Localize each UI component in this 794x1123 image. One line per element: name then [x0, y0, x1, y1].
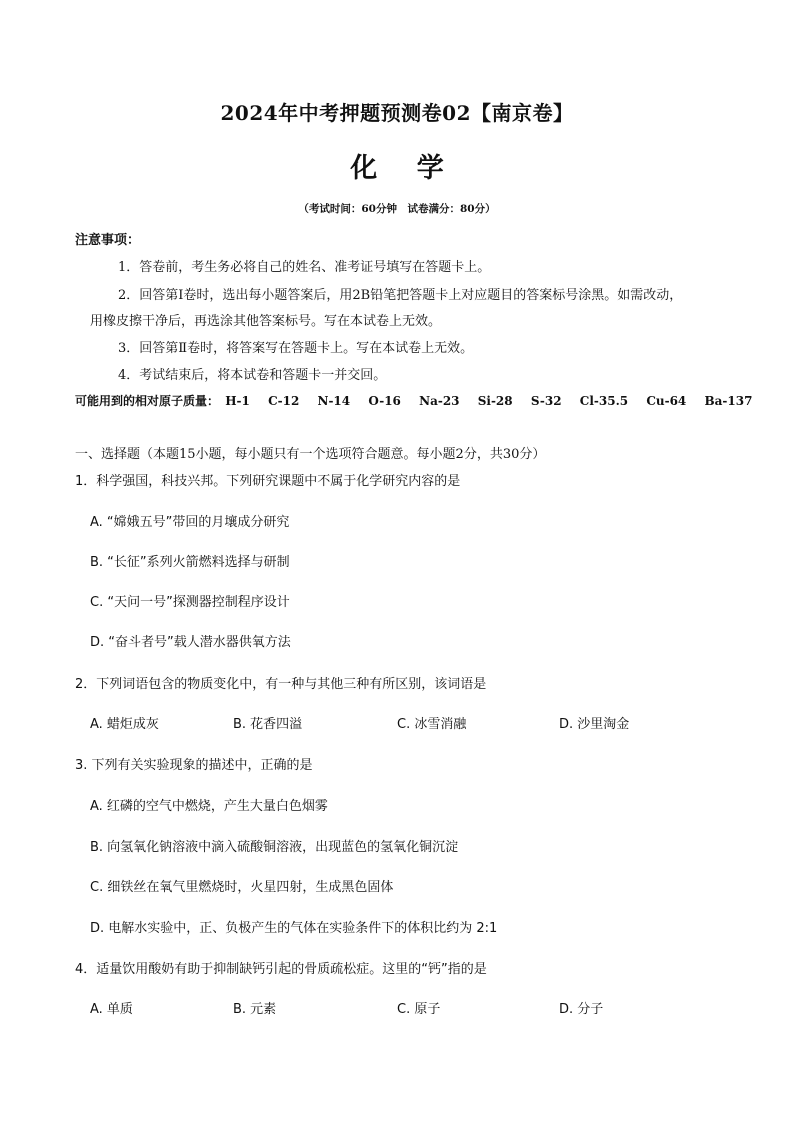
question-4-option-c: C. 原子	[397, 1002, 441, 1017]
exam-title: 2024年中考押题预测卷02【南京卷】	[220, 101, 574, 125]
atomic-mass-cl: Cl-35.5	[579, 394, 629, 408]
atomic-mass-ba: Ba-137	[704, 394, 753, 408]
atomic-mass-line	[75, 392, 766, 409]
question-3-option-b: B. 向氢氧化钠溶液中滴入硫酸铜溶液，出现蓝色的氢氧化铜沉淀	[90, 840, 459, 855]
question-1-stem: 1．科学强国，科技兴邦。下列研究课题中不属于化学研究内容的是	[75, 474, 461, 489]
question-3-stem: 3. 下列有关实验现象的描述中，正确的是	[75, 758, 313, 773]
notice-item-2-cont: 用橡皮擦干净后，再选涂其他答案标号。写在本试卷上无效。	[90, 314, 442, 329]
question-2-option-a: A. 蜡炬成灰	[90, 717, 159, 732]
question-4-option-a: A. 单质	[90, 1002, 133, 1017]
subject-title: 化 学	[350, 153, 444, 184]
atomic-mass-c: C-12	[268, 394, 300, 408]
section-1-heading: 一、选择题（本题15小题，每小题只有一个选项符合题意。每小题2分，共30分）	[75, 447, 546, 462]
atomic-mass-h: H-1	[225, 394, 250, 408]
notice-heading: 注意事项：	[75, 233, 141, 248]
atomic-mass-s: S-32	[530, 394, 562, 408]
notice-item-3: 3．回答第Ⅱ卷时，将答案写在答题卡上。写在本试卷上无效。	[118, 341, 474, 356]
question-2-stem: 2．下列词语包含的物质变化中，有一种与其他三种有所区别，该词语是	[75, 677, 487, 692]
question-2-option-d: D. 沙里淘金	[559, 717, 630, 732]
atomic-mass-o: O-16	[368, 394, 401, 408]
question-1-option-a: A. “嫦娥五号”带回的月壤成分研究	[90, 515, 290, 530]
notice-item-1: 1．答卷前，考生务必将自己的姓名、准考证号填写在答题卡上。	[118, 260, 491, 275]
notice-item-2: 2．回答第Ⅰ卷时，选出每小题答案后，用2B铅笔把答题卡上对应题目的答案标号涂黑。如需改动，	[118, 288, 683, 303]
question-4-option-d: D. 分子	[559, 1002, 604, 1017]
exam-meta: （考试时间：60分钟 试卷满分：80分）	[298, 203, 496, 215]
question-2-option-c: C. 冰雪消融	[397, 717, 467, 732]
question-2-option-b: B. 花香四溢	[233, 717, 303, 732]
atomic-mass-cu: Cu-64	[646, 394, 687, 408]
question-4-option-b: B. 元素	[233, 1002, 277, 1017]
question-1-option-b: B. “长征”系列火箭燃料选择与研制	[90, 555, 290, 570]
question-3-option-a: A. 红磷的空气中燃烧，产生大量白色烟雾	[90, 799, 328, 814]
question-1-option-c: C. “天问一号”探测器控制程序设计	[90, 595, 290, 610]
notice-item-4: 4．考试结束后，将本试卷和答题卡一并交回。	[118, 368, 387, 383]
atomic-mass-label: 可能用到的相对原子质量：	[75, 394, 220, 408]
question-3-option-d: D. 电解水实验中，正、负极产生的气体在实验条件下的体积比约为 2:1	[90, 921, 498, 936]
question-1-option-d: D. “奋斗者号”载人潜水器供氧方法	[90, 635, 291, 650]
atomic-mass-na: Na-23	[419, 394, 460, 408]
atomic-mass-n: N-14	[317, 394, 351, 408]
question-3-option-c: C. 细铁丝在氧气里燃烧时，火星四射，生成黑色固体	[90, 880, 394, 895]
question-4-stem: 4．适量饮用酸奶有助于抑制缺钙引起的骨质疏松症。这里的“钙”指的是	[75, 962, 487, 977]
atomic-mass-si: Si-28	[477, 394, 513, 408]
